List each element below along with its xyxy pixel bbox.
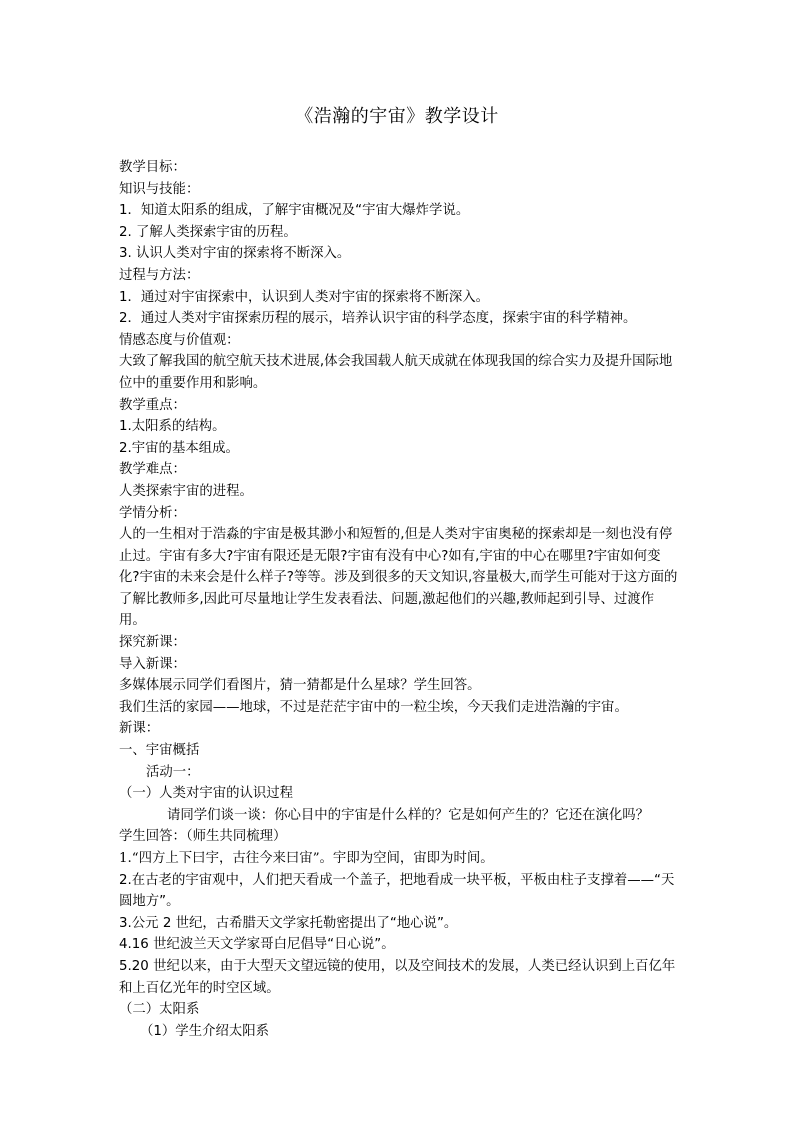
paragraph: 人的一生相对于浩淼的宇宙是极其渺小和短暂的,但是人类对宇宙奥秘的探索却是一刻也没有停止过。宇宙有多大?宇宙有限还是无限?宇宙有没有中心?如有,宇宙的中心在哪里?宇宙如何变化?宇宙的未来会是什么样子?等等。涉及到很多的天文知识,容量极大,而学生可能对于这方面的了解比教师多,因此可尽量地让学生发表看法、问题,激起他们的兴趣,教师起到引导、过渡作用。 (119, 527, 678, 629)
paragraph: 我们生活的家园——地球，不过是茫茫宇宙中的一粒尘埃，今天我们走进浩瀚的宇宙。 (119, 699, 628, 715)
subheading-process-methods: 过程与方法： (119, 267, 200, 283)
list-item: 4.16 世纪波兰天文学家哥白尼倡导“日心说”。 (119, 937, 395, 953)
section-heading-difficulties: 教学难点： (119, 462, 186, 478)
list-item: 2.在古老的宇宙观中，人们把天看成一个盖子，把地看成一块平板，平板由柱子支撑着——“天圆地方”。 (119, 872, 675, 910)
list-item: 1.太阳系的结构。 (119, 419, 226, 435)
list-item: 1．通过对宇宙探索中，认识到人类对宇宙的探索将不断深入。 (119, 289, 490, 305)
list-item: 2．通过人类对宇宙探索历程的展示，培养认识宇宙的科学态度，探索宇宙的科学精神。 (119, 311, 637, 327)
document-body (119, 157, 679, 1042)
list-item: 3. 认识人类对宇宙的探索将不断深入。 (119, 246, 351, 262)
list-item: 3.公元 2 世纪，古希腊天文学家托勒密提出了“地心说”。 (119, 915, 458, 931)
paragraph: （1）学生介绍太阳系 (140, 1023, 270, 1039)
section-heading-objectives: 教学目标： (119, 160, 186, 175)
list-item: 2.宇宙的基本组成。 (119, 440, 239, 456)
subsection-heading: （二）太阳系 (119, 1002, 200, 1018)
list-item: 1.“四方上下曰宇，古往今来曰宙”。宇即为空间，宙即为时间。 (119, 851, 494, 866)
paragraph: 请同学们谈一谈：你心目中的宇宙是什么样的？它是如何产生的？它还在演化吗？ (167, 807, 650, 823)
subheading-attitudes-values: 情感态度与价值观： (119, 332, 240, 348)
document-title: 《浩瀚的宇宙》教学设计 (295, 106, 499, 127)
list-item: 1．知道太阳系的组成，了解宇宙概况及“宇宙大爆炸学说。 (119, 203, 470, 219)
subsection-heading: （一）人类对宇宙的认识过程 (119, 786, 294, 802)
list-item: 2. 了解人类探索宇宙的历程。 (119, 224, 297, 240)
section-heading-new-lesson: 新课： (119, 721, 160, 737)
section-heading-universe-overview: 一、宇宙概括 (119, 743, 200, 759)
section-heading-new-lesson-exploration: 探究新课： (119, 635, 186, 651)
paragraph: 人类探索宇宙的进程。 (119, 483, 253, 499)
paragraph: 大致了解我国的航空航天技术进展,体会我国载人航天成就在体现我国的综合实力及提升国际地位中的重要作用和影响。 (119, 354, 673, 391)
section-heading-key-points: 教学重点： (119, 397, 186, 413)
paragraph: 多媒体展示同学们看图片，猜一猜都是什么星球？学生回答。 (119, 678, 481, 694)
subheading-knowledge-skills: 知识与技能： (119, 181, 200, 197)
paragraph: 学生回答：（师生共同梳理） (119, 829, 287, 845)
list-item: 5.20 世纪以来，由于大型天文望远镜的使用，以及空间技术的发展，人类已经认识到上百亿年和上百亿光年的时空区域。 (119, 958, 676, 996)
activity-label: 活动一： (146, 764, 200, 780)
section-heading-student-analysis: 学情分析： (119, 505, 186, 521)
section-heading-introduction: 导入新课： (119, 656, 186, 672)
